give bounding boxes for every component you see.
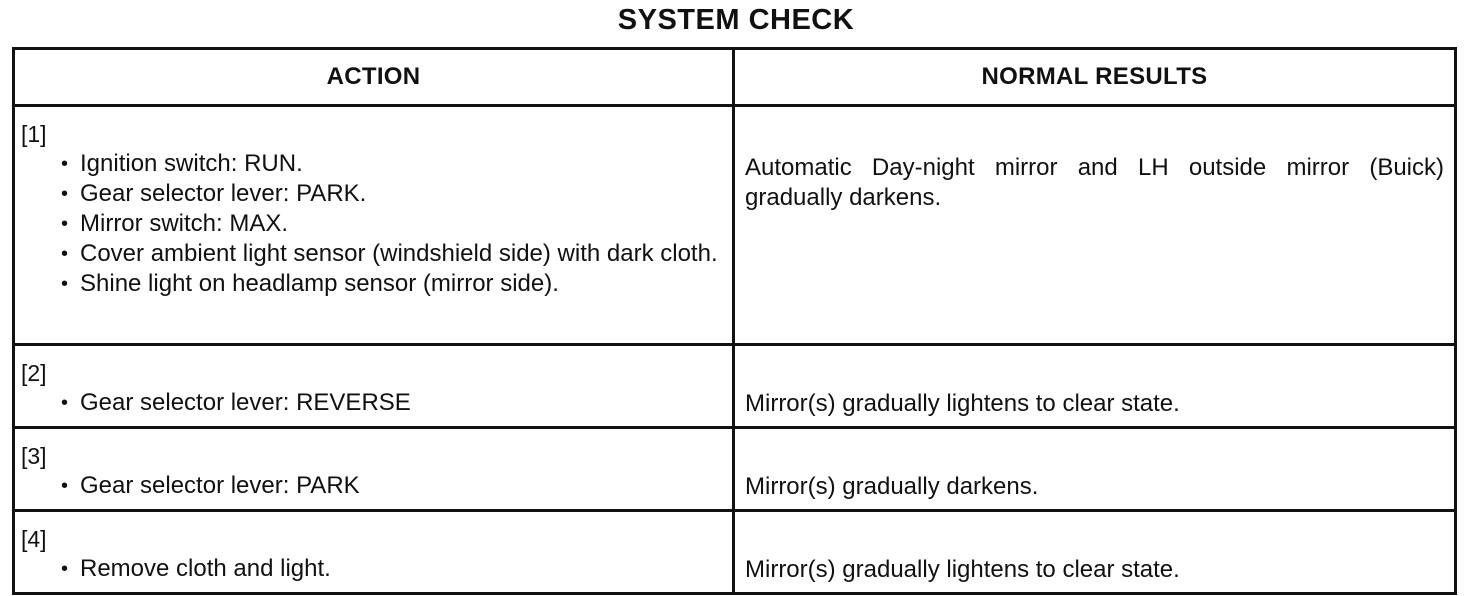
table-row (14, 345, 1456, 428)
bullet-icon: • (61, 213, 69, 235)
action-item (15, 269, 722, 299)
action-item (15, 471, 722, 501)
action-text: Gear selector lever: PARK. (80, 180, 367, 207)
action-item (15, 554, 722, 584)
table-row (14, 428, 1456, 511)
bullet-icon: • (61, 558, 69, 580)
result-cell (734, 511, 1456, 594)
action-item (15, 179, 722, 209)
action-cell (14, 428, 734, 511)
action-item (15, 209, 722, 239)
bullet-icon: • (61, 273, 69, 295)
action-list (15, 471, 732, 507)
action-text: Mirror switch: MAX. (80, 210, 289, 237)
step-number: [4] (21, 526, 47, 552)
result-text: Automatic Day-night mirror and LH outside mirror (Buick) gradually darkens. (745, 154, 1444, 211)
action-item (15, 388, 722, 418)
action-list (15, 554, 732, 590)
action-cell (14, 511, 734, 594)
action-item (15, 149, 722, 179)
action-cell (14, 106, 734, 345)
result-text: Mirror(s) gradually lightens to clear state. (745, 390, 1180, 417)
step-number: [2] (21, 360, 47, 386)
bullet-icon: • (61, 183, 69, 205)
action-list (15, 149, 732, 305)
result-text: Mirror(s) gradually lightens to clear state. (745, 556, 1180, 583)
bullet-icon: • (61, 243, 69, 265)
column-header-action: ACTION (14, 49, 734, 106)
result-cell (734, 428, 1456, 511)
step-number: [3] (21, 443, 47, 469)
action-text: Gear selector lever: REVERSE (80, 389, 411, 416)
action-text: Remove cloth and light. (80, 555, 331, 582)
action-text: Shine light on headlamp sensor (mirror side). (80, 270, 559, 297)
bullet-icon: • (61, 475, 69, 497)
result-text: Mirror(s) gradually darkens. (745, 473, 1039, 500)
action-text: Ignition switch: RUN. (80, 150, 303, 177)
table-row (14, 106, 1456, 345)
result-cell (734, 345, 1456, 428)
action-text: Cover ambient light sensor (windshield side) with dark cloth. (80, 240, 718, 267)
table-header-row (14, 49, 1456, 106)
result-cell (734, 106, 1456, 345)
action-item (15, 239, 722, 269)
table-row (14, 511, 1456, 594)
step-number: [1] (21, 121, 47, 147)
bullet-icon: • (61, 392, 69, 414)
column-header-normal-results: NORMAL RESULTS (734, 49, 1456, 106)
action-cell (14, 345, 734, 428)
system-check-table (12, 47, 1457, 595)
page-title: SYSTEM CHECK (617, 4, 855, 36)
action-list (15, 388, 732, 424)
action-text: Gear selector lever: PARK (80, 472, 360, 499)
bullet-icon: • (61, 153, 69, 175)
